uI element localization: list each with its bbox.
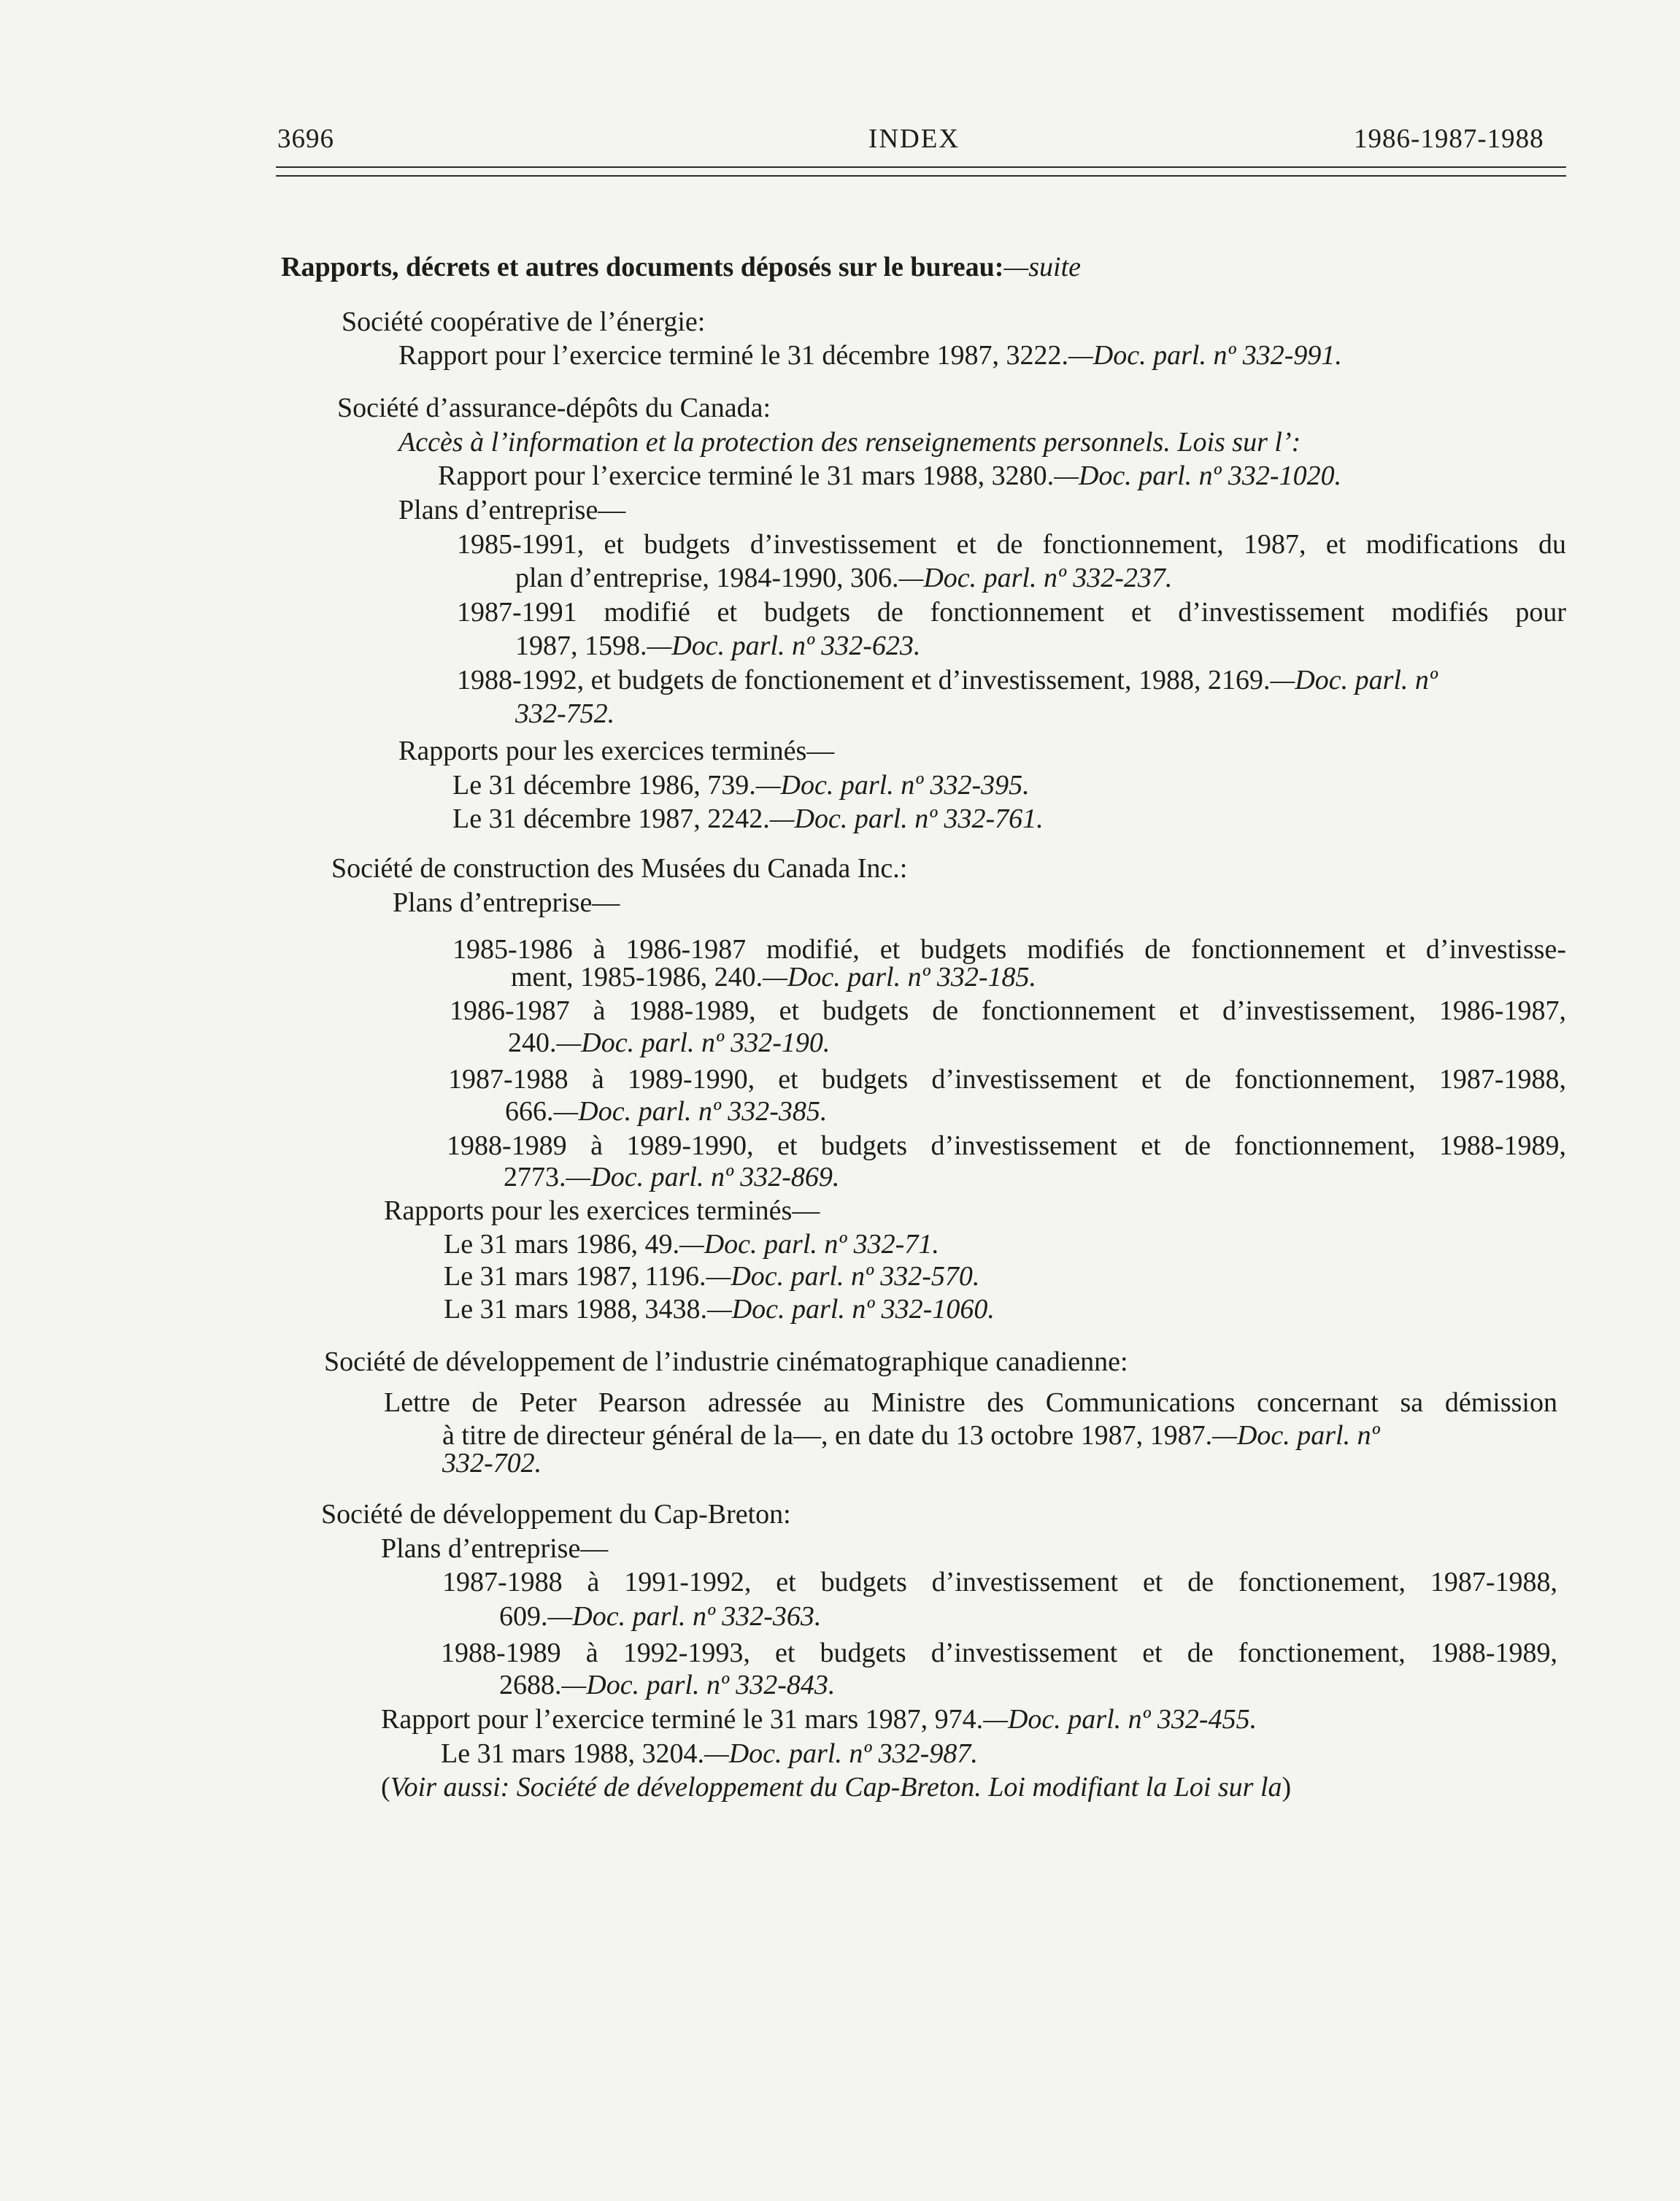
entry-subheading: Plans d’entreprise— [381,1533,609,1564]
entry-line: Rapport pour l’exercice terminé le 31 décembre 1987, 3222.—Doc. parl. nº 332-991. [398,340,1342,371]
entry-line: 1985-1986 à 1986-1987 modifié, et budgets modifiés de fonctionnement et d’investisse- [452,934,1566,965]
entry-line: 1985-1991, et budgets d’investissement et de fonctionnement, 1987, et modifications du [457,529,1566,560]
doc-reference: —Doc. parl. nº 332-987. [704,1738,978,1769]
doc-reference: —Doc. parl. nº 332-991. [1068,340,1342,371]
entry-line: Le 31 décembre 1986, 739.—Doc. parl. nº 332-395. [452,770,1030,801]
entry-line: à titre de directeur général de la—, en date du 13 octobre 1987, 1987.—Doc. parl. nº [442,1420,1380,1451]
running-title: INDEX [868,124,960,154]
doc-reference: —Doc. parl. nº 332-363. [547,1601,822,1632]
entry-line: 2773.—Doc. parl. nº 332-869. [504,1162,840,1192]
page-number: 3696 [277,124,334,154]
entry-line: Le 31 mars 1986, 49.—Doc. parl. nº 332-71. [444,1229,939,1260]
entry-subheading: Accès à l’information et la protection des renseignements personnels. Lois sur l’: [398,427,1301,458]
doc-reference: —Doc. parl. nº 332-869. [566,1162,840,1192]
section-heading [281,251,1081,283]
doc-reference: —Doc. parl. nº 332-385. [553,1096,828,1127]
entry-subheading: Rapports pour les exercices terminés— [384,1195,820,1226]
entry-line: Lettre de Peter Pearson adressée au Ministre des Communications concernant sa démission [384,1387,1557,1418]
entry-line: Le 31 décembre 1987, 2242.—Doc. parl. nº 332-761. [452,803,1044,834]
doc-reference: —Doc. parl. nº 332-843. [561,1670,836,1700]
entry-line: plan d’entreprise, 1984-1990, 306.—Doc. parl. nº 332-237. [515,563,1173,593]
doc-reference: —Doc. parl. nº [1270,665,1438,695]
doc-reference: —Doc. parl. nº 332-1020. [1054,460,1342,491]
entry-line: 1988-1992, et budgets de fonctionement et d’investissement, 1988, 2169.—Doc. parl. nº [457,665,1438,695]
entry-line: 1987, 1598.—Doc. parl. nº 332-623. [515,631,921,661]
doc-reference: —Doc. parl. nº 332-237. [898,563,1173,593]
entry-line: Rapport pour l’exercice terminé le 31 mars 1987, 974.—Doc. parl. nº 332-455. [381,1704,1257,1735]
doc-reference: —Doc. parl. nº 332-1060. [706,1294,995,1325]
section-heading-text: Rapports, décrets et autres documents déposés sur le bureau: [281,252,1004,282]
entry-subheading: Plans d’entreprise— [393,887,620,918]
entry-line: Le 31 mars 1988, 3204.—Doc. parl. nº 332-987. [441,1738,978,1769]
doc-reference: —Doc. parl. nº 332-570. [706,1261,980,1292]
doc-reference: —Doc. parl. nº [1212,1420,1380,1451]
doc-reference: —Doc. parl. nº 332-395. [755,770,1030,801]
entry-line: ment, 1985-1986, 240.—Doc. parl. nº 332-185. [511,962,1037,992]
entry-line: 1988-1989 à 1992-1993, et budgets d’investissement et de fonctionement, 1988-1989, [441,1638,1557,1668]
entry-line: 1987-1988 à 1991-1992, et budgets d’investissement et de fonctionement, 1987-1988, [442,1567,1557,1597]
doc-reference: 332-752. [515,698,615,729]
entry-line: 1988-1989 à 1989-1990, et budgets d’investissement et de fonctionnement, 1988-1989, [447,1130,1566,1161]
entry-line: Le 31 mars 1987, 1196.—Doc. parl. nº 332-570. [444,1261,980,1292]
doc-reference: —Doc. parl. nº 332-190. [556,1028,831,1058]
entry-title: Société coopérative de l’énergie: [342,307,706,337]
doc-reference: —Doc. parl. nº 332-761. [769,803,1044,834]
section-heading-suite: —suite [1003,252,1082,282]
doc-reference: —Doc. parl. nº 332-185. [763,962,1037,992]
doc-reference: —Doc. parl. nº 332-455. [983,1704,1257,1735]
entry-title: Société d’assurance-dépôts du Canada: [337,393,771,423]
doc-reference: 332-702. [442,1448,542,1479]
cross-reference: (Voir aussi: Société de développement du Cap-Breton. Loi modifiant la Loi sur la) [381,1772,1292,1803]
entry-line: 2688.—Doc. parl. nº 332-843. [499,1670,836,1700]
entry-line: 1986-1987 à 1988-1989, et budgets de fonctionnement et d’investissement, 1986-1987, [450,995,1566,1026]
doc-reference: —Doc. parl. nº 332-71. [679,1229,939,1260]
entry-line: 1987-1988 à 1989-1990, et budgets d’investissement et de fonctionnement, 1987-1988, [448,1064,1566,1095]
entry-subheading: Plans d’entreprise— [398,495,626,525]
entry-title: Société de développement de l’industrie cinématographique canadienne: [324,1346,1128,1377]
entry-title: Société de construction des Musées du Canada Inc.: [331,853,908,884]
entry-title: Société de développement du Cap-Breton: [321,1499,791,1530]
entry-line: 609.—Doc. parl. nº 332-363. [499,1601,822,1632]
entry-line: Le 31 mars 1988, 3438.—Doc. parl. nº 332-1060. [444,1294,995,1325]
entry-line: 240.—Doc. parl. nº 332-190. [508,1028,831,1058]
doc-reference: —Doc. parl. nº 332-623. [647,631,921,661]
entry-line: Rapport pour l’exercice terminé le 31 mars 1988, 3280.—Doc. parl. nº 332-1020. [438,460,1342,491]
running-years: 1986-1987-1988 [1354,124,1544,154]
header-rule-top [276,166,1566,168]
header-rule-bottom [276,175,1566,177]
entry-subheading: Rapports pour les exercices terminés— [398,736,835,766]
entry-line: 1987-1991 modifié et budgets de fonctionnement et d’investissement modifiés pour [457,597,1566,628]
entry-line: 666.—Doc. parl. nº 332-385. [505,1096,828,1127]
